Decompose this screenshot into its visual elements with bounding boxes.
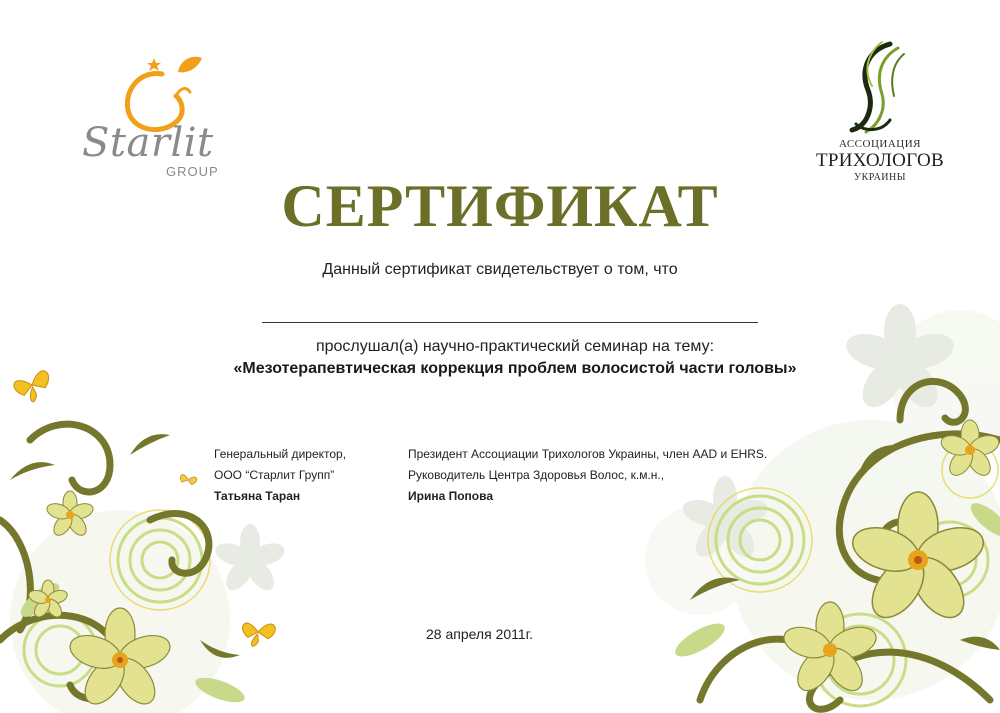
certificate-title: СЕРТИФИКАТ (281, 173, 719, 239)
starlit-group-label: GROUP (166, 164, 219, 179)
signatory-left-company: ООО “Старлит Групп” (214, 468, 335, 482)
signatory-right (408, 444, 767, 507)
seminar-topic: «Мезотерапевтическая коррекция проблем волосистой части головы» (233, 360, 797, 377)
association-label-main: ТРИХОЛОГОВ (816, 150, 944, 171)
signatory-left (214, 444, 346, 507)
hair-emblem-icon (838, 40, 918, 140)
association-logo (808, 40, 948, 190)
signatory-right-title: Руководитель Центра Здоровья Волос, к.м.н., (408, 468, 665, 482)
certificate-intro: Данный сертификат свидетельствует о том, что (322, 261, 678, 278)
signatory-left-position: Генеральный директор, (214, 447, 347, 461)
signatory-right-name: Ирина Попова (408, 489, 494, 503)
recipient-name-line (262, 322, 758, 323)
certificate-date: 28 апреля 2011г. (426, 626, 533, 642)
starlit-wordmark: Starlit (82, 120, 214, 166)
association-label-top: АССОЦИАЦИЯ (838, 138, 922, 150)
seminar-statement: прослушал(а) научно-практический семинар на тему: (315, 338, 715, 355)
signatory-right-position: Президент Ассоциации Трихологов Украины, член AAD и EHRS. (408, 447, 768, 461)
starlit-logo (80, 52, 230, 182)
association-label-bottom: УКРАИНЫ (854, 172, 906, 183)
signatory-left-name: Татьяна Таран (214, 489, 301, 503)
